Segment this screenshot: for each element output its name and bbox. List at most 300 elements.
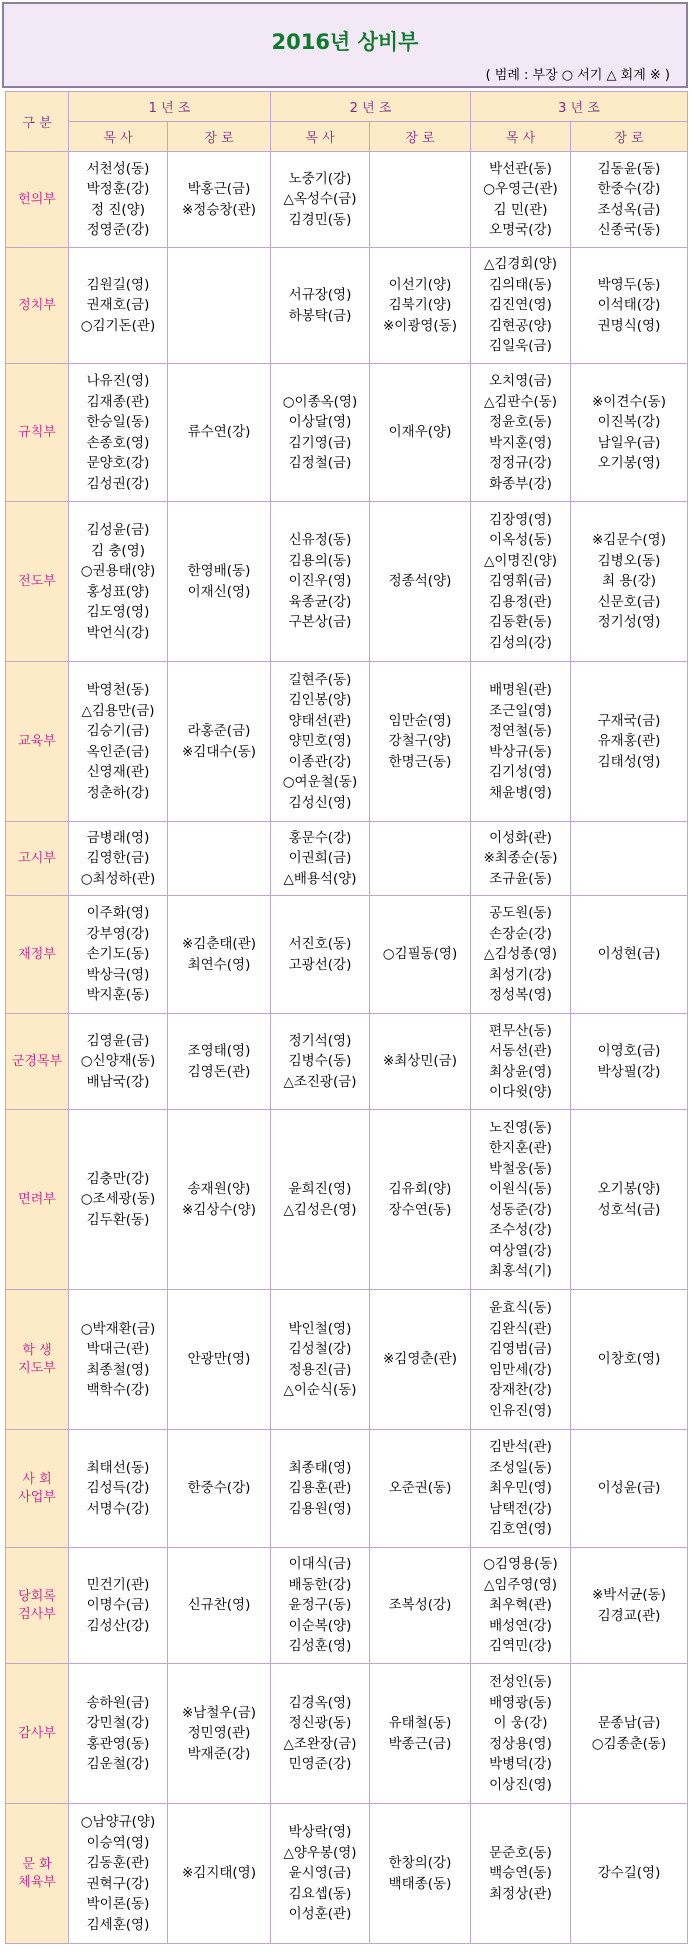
member-name: 박지훈(동) bbox=[86, 987, 150, 1004]
pastor-cell bbox=[271, 896, 370, 1014]
member-name: ※남철우(금) bbox=[181, 1704, 256, 1721]
member-name: 김의태(동) bbox=[489, 276, 552, 293]
elder-cell bbox=[370, 1014, 471, 1110]
member-name: △김성종(영) bbox=[483, 946, 558, 963]
pastor-cell bbox=[271, 822, 370, 896]
pastor-cell bbox=[69, 1290, 168, 1430]
pastor-cell bbox=[271, 502, 370, 662]
member-name: 박종근(금) bbox=[388, 1735, 452, 1752]
member-name: ※최종순(동) bbox=[483, 850, 558, 867]
member-name: 이석태(강) bbox=[597, 297, 661, 314]
pastor-cell bbox=[69, 1110, 168, 1290]
member-name: 민영준(강) bbox=[288, 1756, 352, 1772]
elder-cell bbox=[168, 152, 271, 248]
member-name: 김성윤(금) bbox=[86, 522, 150, 538]
dept-row bbox=[6, 364, 688, 502]
member-name: 강철구(양) bbox=[388, 733, 452, 750]
dept-name-line: 군경목부 bbox=[11, 1053, 63, 1069]
member-name: 최성기(강) bbox=[489, 966, 552, 983]
member-name: 이상진(영) bbox=[489, 1776, 552, 1793]
member-name: 김성철(강) bbox=[288, 1341, 352, 1357]
member-name: 김충만(강) bbox=[86, 1170, 150, 1187]
page-title: 2016년 상비부 bbox=[271, 30, 419, 54]
dept-name-line: 감사부 bbox=[18, 1725, 56, 1741]
member-name: 정정규(강) bbox=[489, 455, 552, 471]
member-name: ○김종춘(동) bbox=[591, 1735, 667, 1752]
member-name: 김 충(영) bbox=[91, 542, 145, 559]
member-name: 김영범(금) bbox=[489, 1341, 552, 1357]
member-name: 양태선(관) bbox=[288, 712, 352, 729]
member-name: 박재준(강) bbox=[187, 1745, 251, 1762]
header-row-roles bbox=[6, 122, 688, 152]
dept-name bbox=[6, 662, 69, 822]
member-name: 김용원(영) bbox=[288, 1500, 352, 1517]
member-name: 배명원(관) bbox=[489, 682, 552, 698]
member-name: 오기봉(영) bbox=[597, 455, 661, 471]
member-name: 이주화(영) bbox=[86, 905, 150, 922]
elder-cell bbox=[571, 1014, 688, 1110]
dept-name-line: 전도부 bbox=[18, 573, 56, 589]
member-name: ※이견수(동) bbox=[591, 393, 666, 410]
member-name: 정용진(금) bbox=[288, 1361, 352, 1378]
member-name: △김용만(금) bbox=[81, 702, 155, 719]
member-name: 김성의(강) bbox=[489, 634, 552, 651]
member-name: 권혁구(강) bbox=[86, 1875, 150, 1892]
member-name: 전성인(동) bbox=[489, 1674, 552, 1690]
member-name: △이순식(동) bbox=[283, 1382, 357, 1398]
member-name: 육종균(강) bbox=[288, 593, 352, 610]
member-name: 김경옥(영) bbox=[288, 1694, 352, 1711]
dept-name bbox=[6, 822, 69, 896]
member-name: ※김영춘(관) bbox=[382, 1351, 457, 1368]
pastor-cell bbox=[69, 896, 168, 1014]
member-name: 김장영(영) bbox=[489, 511, 552, 528]
member-name: 박선관(동) bbox=[489, 160, 552, 177]
member-name: 김인봉(양) bbox=[288, 692, 352, 709]
member-name: 이다윗(양) bbox=[489, 1084, 552, 1100]
member-name: 강수길(영) bbox=[597, 1865, 661, 1882]
member-name: 백태종(동) bbox=[388, 1875, 452, 1892]
member-name: 정영준(강) bbox=[86, 222, 150, 238]
header-group-1: 1 년 조 bbox=[69, 92, 271, 122]
header-division: 구 분 bbox=[6, 92, 69, 152]
member-name: 송재원(양) bbox=[187, 1181, 251, 1197]
member-name: 권재호(금) bbox=[86, 297, 150, 314]
member-name: 김유회(양) bbox=[388, 1181, 452, 1197]
member-name: △김성은(영) bbox=[283, 1201, 357, 1218]
pastor-cell bbox=[69, 822, 168, 896]
member-name: 최종태(영) bbox=[288, 1459, 352, 1476]
title-box bbox=[2, 2, 688, 88]
pastor-cell bbox=[69, 248, 168, 364]
member-name: 최우민(영) bbox=[489, 1480, 552, 1497]
member-name: 여상열(강) bbox=[489, 1242, 552, 1259]
dept-name bbox=[6, 1664, 69, 1804]
member-name: 이대식(금) bbox=[288, 1556, 352, 1573]
member-name: 박상규(동) bbox=[489, 743, 552, 760]
member-name: 정신광(동) bbox=[288, 1715, 352, 1731]
member-name: 배성연(강) bbox=[489, 1617, 552, 1634]
pastor-cell bbox=[271, 248, 370, 364]
member-name: 최 용(강) bbox=[602, 573, 656, 590]
dept-name bbox=[6, 1430, 69, 1548]
member-name: 김경민(동) bbox=[288, 211, 352, 228]
elder-cell bbox=[571, 152, 688, 248]
member-name: 한지훈(관) bbox=[489, 1140, 552, 1156]
member-name: 이성훈(관) bbox=[288, 1906, 352, 1923]
pastor-cell bbox=[471, 364, 571, 502]
member-name: 이순복(양) bbox=[288, 1617, 352, 1634]
member-name: 하봉탁(금) bbox=[288, 307, 352, 324]
member-name: 이창호(영) bbox=[597, 1351, 661, 1368]
member-name: ○남양규(양) bbox=[80, 1814, 156, 1830]
pastor-cell bbox=[69, 1548, 168, 1664]
member-name: 문종남(금) bbox=[597, 1715, 661, 1731]
pastor-cell bbox=[271, 662, 370, 822]
member-name: 김성권(강) bbox=[86, 475, 150, 492]
header-pastor-1: 목 사 bbox=[69, 122, 168, 152]
elder-cell bbox=[571, 1290, 688, 1430]
member-name: 신문호(금) bbox=[597, 593, 661, 610]
roster-table bbox=[5, 91, 688, 1944]
member-name: 김용정(관) bbox=[489, 593, 552, 610]
pastor-cell bbox=[471, 1548, 571, 1664]
member-name: 서천성(동) bbox=[86, 160, 150, 177]
member-name: 신유정(동) bbox=[288, 532, 352, 549]
member-name: 김성산(강) bbox=[86, 1617, 150, 1634]
member-name: 한명근(동) bbox=[388, 753, 452, 770]
pastor-cell bbox=[471, 152, 571, 248]
header-elder-3: 장 로 bbox=[571, 122, 688, 152]
elder-cell bbox=[168, 662, 271, 822]
member-name: 박인철(영) bbox=[288, 1320, 352, 1337]
member-name: 김병오(동) bbox=[597, 552, 661, 569]
dept-row bbox=[6, 1430, 688, 1548]
pastor-cell bbox=[271, 1110, 370, 1290]
pastor-cell bbox=[471, 1014, 571, 1110]
member-name: 김성훈(영) bbox=[288, 1638, 352, 1655]
dept-name-line: 지도부 bbox=[18, 1360, 56, 1376]
member-name: 양민호(영) bbox=[288, 733, 352, 750]
elder-cell bbox=[370, 364, 471, 502]
pastor-cell bbox=[471, 1430, 571, 1548]
member-name: 강부영(강) bbox=[86, 925, 150, 942]
member-name: 배동한(강) bbox=[288, 1576, 352, 1593]
dept-row bbox=[6, 662, 688, 822]
member-name: 정성복(영) bbox=[489, 987, 552, 1004]
member-name: 박정훈(강) bbox=[86, 181, 150, 197]
member-name: 공도원(동) bbox=[489, 905, 552, 922]
member-name: △배용석(양) bbox=[283, 870, 357, 887]
member-name: 최연수(영) bbox=[187, 956, 251, 973]
elder-cell bbox=[571, 822, 688, 896]
member-name: ○김기돈(관) bbox=[80, 317, 156, 334]
elder-cell bbox=[571, 1430, 688, 1548]
member-name: 성호석(금) bbox=[597, 1201, 661, 1218]
member-name: ○조세광(동) bbox=[80, 1191, 156, 1208]
member-name: 김성신(영) bbox=[288, 794, 352, 811]
pastor-cell bbox=[471, 822, 571, 896]
member-name: 서명수(강) bbox=[86, 1500, 150, 1517]
member-name: 신영재(관) bbox=[86, 764, 150, 780]
member-name: 강민철(강) bbox=[86, 1715, 150, 1731]
member-name: 안광만(영) bbox=[187, 1351, 251, 1368]
dept-name bbox=[6, 502, 69, 662]
member-name: 한창의(강) bbox=[388, 1855, 452, 1871]
member-name: 최홍석(기) bbox=[489, 1263, 552, 1279]
member-name: 이권희(금) bbox=[288, 850, 352, 867]
member-name: 이종관(강) bbox=[288, 753, 352, 770]
pastor-cell bbox=[471, 502, 571, 662]
elder-cell bbox=[571, 1664, 688, 1804]
member-name: 최태선(동) bbox=[86, 1459, 150, 1476]
member-name: 김요셉(동) bbox=[288, 1885, 352, 1902]
pastor-cell bbox=[69, 1804, 168, 1944]
pastor-cell bbox=[271, 1290, 370, 1430]
elder-cell bbox=[168, 1804, 271, 1944]
member-name: 서진호(동) bbox=[288, 936, 352, 952]
member-name: 정윤호(동) bbox=[489, 414, 552, 430]
member-name: ※김지태(영) bbox=[181, 1865, 256, 1882]
member-name: 박영천(동) bbox=[86, 682, 150, 698]
elder-cell bbox=[370, 502, 471, 662]
member-name: ※김대수(동) bbox=[181, 743, 256, 760]
dept-name-line: 규칙부 bbox=[18, 424, 56, 440]
elder-cell bbox=[370, 1290, 471, 1430]
member-name: 임만세(강) bbox=[489, 1361, 552, 1378]
elder-cell bbox=[168, 502, 271, 662]
member-name: 김일욱(금) bbox=[489, 338, 552, 355]
member-name: 고광선(강) bbox=[288, 956, 352, 973]
member-name: 이승역(영) bbox=[86, 1834, 150, 1851]
pastor-cell bbox=[69, 152, 168, 248]
member-name: 장수연(동) bbox=[388, 1201, 452, 1218]
member-name: 이 웅(강) bbox=[493, 1715, 548, 1731]
member-name: 채윤병(영) bbox=[489, 784, 552, 801]
member-name: 한중수(강) bbox=[597, 181, 661, 197]
member-name: 구재국(금) bbox=[597, 712, 661, 729]
member-name: 배남국(강) bbox=[86, 1073, 150, 1090]
dept-name bbox=[6, 1014, 69, 1110]
member-name: ○권용태(양) bbox=[80, 563, 156, 579]
dept-name-line: 재정부 bbox=[18, 946, 56, 962]
elder-cell bbox=[370, 822, 471, 896]
member-name: 문양호(강) bbox=[86, 455, 150, 471]
member-name: ※김상수(양) bbox=[181, 1201, 256, 1218]
pastor-cell bbox=[271, 1804, 370, 1944]
member-name: 금병래(영) bbox=[86, 829, 150, 846]
member-name: 김영한(금) bbox=[86, 850, 150, 867]
member-name: 정민영(관) bbox=[187, 1725, 251, 1742]
member-name: 김북기(양) bbox=[388, 297, 452, 314]
pastor-cell bbox=[471, 1110, 571, 1290]
member-name: 노진영(동) bbox=[489, 1119, 552, 1136]
member-name: ○우영근(관) bbox=[483, 181, 558, 197]
member-name: 라홍준(금) bbox=[187, 723, 251, 739]
member-name: 오준권(동) bbox=[388, 1480, 452, 1497]
member-name: 백승연(동) bbox=[489, 1865, 552, 1882]
member-name: 한중수(강) bbox=[187, 1480, 251, 1497]
pastor-cell bbox=[471, 1290, 571, 1430]
member-name: △조진광(금) bbox=[283, 1073, 357, 1090]
member-name: 박상락(영) bbox=[288, 1824, 352, 1841]
member-name: 김동윤(동) bbox=[597, 160, 661, 177]
pastor-cell bbox=[471, 662, 571, 822]
dept-name-line: 사업부 bbox=[18, 1489, 56, 1505]
pastor-cell bbox=[69, 1664, 168, 1804]
pastor-cell bbox=[471, 896, 571, 1014]
member-name: 오기봉(양) bbox=[597, 1181, 661, 1197]
member-name: ※정승창(관) bbox=[181, 201, 256, 218]
member-name: 김태성(영) bbox=[597, 753, 661, 770]
member-name: 송하원(금) bbox=[86, 1694, 150, 1711]
member-name: 김동훈(관) bbox=[86, 1855, 150, 1871]
member-name: 홍문수(강) bbox=[288, 829, 352, 846]
member-name: 성동준(강) bbox=[489, 1201, 552, 1218]
member-name: 김진연(영) bbox=[489, 297, 552, 314]
member-name: ※김문수(영) bbox=[591, 532, 666, 549]
member-name: 김현공(양) bbox=[489, 317, 552, 334]
dept-row bbox=[6, 1804, 688, 1944]
pastor-cell bbox=[271, 152, 370, 248]
member-name: 이성윤(금) bbox=[597, 1480, 661, 1497]
dept-row bbox=[6, 896, 688, 1014]
member-name: 유태철(동) bbox=[388, 1715, 452, 1731]
member-name: 이재신(영) bbox=[187, 583, 251, 600]
member-name: 류수연(강) bbox=[187, 424, 251, 441]
member-name: 노중기(강) bbox=[288, 170, 352, 187]
member-name: 박이론(동) bbox=[86, 1896, 150, 1912]
dept-name-line: 학 생 bbox=[22, 1342, 52, 1358]
member-name: 김영돈(관) bbox=[187, 1063, 251, 1080]
member-name: 김병수(동) bbox=[288, 1053, 352, 1070]
member-name: 김완식(관) bbox=[489, 1320, 552, 1337]
member-name: 이선기(양) bbox=[388, 276, 452, 293]
member-name: 김성득(강) bbox=[86, 1480, 150, 1497]
legend: ( 범례 : 부장 ○ 서기 △ 회계 ※ ) bbox=[485, 68, 670, 83]
member-name: ※최상민(금) bbox=[382, 1053, 457, 1070]
member-name: 옥인준(금) bbox=[86, 743, 150, 760]
member-name: ※김춘태(관) bbox=[181, 936, 256, 952]
pastor-cell bbox=[69, 662, 168, 822]
member-name: ○박재환(금) bbox=[80, 1320, 156, 1337]
dept-name bbox=[6, 1548, 69, 1664]
member-name: 박대근(관) bbox=[86, 1341, 150, 1357]
pastor-cell bbox=[271, 1430, 370, 1548]
member-name: 조성옥(금) bbox=[597, 201, 661, 218]
member-name: ○신양재(동) bbox=[80, 1053, 156, 1070]
dept-name-line: 면려부 bbox=[18, 1191, 56, 1207]
member-name: 조수성(강) bbox=[489, 1222, 552, 1238]
member-name: 손장순(강) bbox=[489, 925, 552, 942]
member-name: 서규장(영) bbox=[288, 287, 352, 303]
member-name: 홍성표(양) bbox=[86, 583, 150, 600]
dept-name bbox=[6, 1804, 69, 1944]
member-name: 장재찬(강) bbox=[489, 1382, 552, 1398]
member-name: 백학수(강) bbox=[86, 1382, 150, 1398]
member-name: △이명진(양) bbox=[483, 552, 558, 569]
elder-cell bbox=[571, 248, 688, 364]
member-name: 김재종(관) bbox=[86, 393, 150, 410]
member-name: 박상극(영) bbox=[86, 966, 150, 983]
member-name: 손종호(영) bbox=[86, 434, 150, 451]
member-name: 최상윤(영) bbox=[489, 1063, 552, 1080]
elder-cell bbox=[370, 152, 471, 248]
header-group-2: 2 년 조 bbox=[271, 92, 471, 122]
dept-row bbox=[6, 1548, 688, 1664]
member-name: 조규윤(동) bbox=[489, 870, 552, 887]
member-name: 김용의(동) bbox=[288, 552, 352, 569]
member-name: 조근일(영) bbox=[489, 702, 552, 719]
member-name: 조복성(강) bbox=[388, 1597, 452, 1614]
member-name: 유재홍(관) bbox=[597, 733, 661, 750]
member-name: 김도영(영) bbox=[86, 604, 150, 620]
dept-row bbox=[6, 1290, 688, 1430]
member-name: 나유진(영) bbox=[86, 373, 150, 389]
member-name: 김영휘(금) bbox=[489, 573, 552, 590]
member-name: ※박서균(동) bbox=[591, 1587, 666, 1603]
elder-cell bbox=[370, 1548, 471, 1664]
member-name: 오명국(강) bbox=[489, 222, 552, 238]
member-name: 편무산(동) bbox=[489, 1022, 552, 1039]
member-name: 정기성(영) bbox=[597, 614, 661, 631]
dept-name-line: 검사부 bbox=[18, 1606, 56, 1622]
dept-name bbox=[6, 248, 69, 364]
member-name: 정종석(양) bbox=[388, 573, 452, 590]
dept-name-line: 고시부 bbox=[18, 850, 56, 866]
member-name: 손기도(동) bbox=[86, 946, 150, 963]
member-name: 이명수(금) bbox=[86, 1597, 150, 1614]
member-name: △임주영(영) bbox=[483, 1576, 558, 1593]
dept-name-line: 교육부 bbox=[18, 733, 56, 749]
member-name: 조영태(영) bbox=[187, 1043, 251, 1059]
pastor-cell bbox=[271, 1014, 370, 1110]
member-name: 박영두(동) bbox=[597, 276, 661, 293]
elder-cell bbox=[370, 1664, 471, 1804]
dept-name-line: 정치부 bbox=[18, 297, 56, 313]
pastor-cell bbox=[471, 1804, 571, 1944]
member-name: ○김필동(영) bbox=[382, 946, 458, 963]
member-name: ※이광영(동) bbox=[382, 317, 457, 334]
elder-cell bbox=[571, 896, 688, 1014]
elder-cell bbox=[370, 1430, 471, 1548]
member-name: 박지훈(영) bbox=[489, 434, 552, 451]
member-name: 김용훈(관) bbox=[288, 1480, 352, 1497]
elder-cell bbox=[168, 248, 271, 364]
member-name: ○여운철(동) bbox=[282, 774, 358, 791]
dept-row bbox=[6, 502, 688, 662]
elder-cell bbox=[168, 1110, 271, 1290]
dept-row bbox=[6, 822, 688, 896]
pastor-cell bbox=[69, 364, 168, 502]
elder-cell bbox=[168, 1290, 271, 1430]
member-name: 이성화(관) bbox=[489, 829, 552, 846]
member-name: 권명식(영) bbox=[597, 317, 661, 334]
member-name: 임만순(영) bbox=[388, 712, 452, 729]
header-elder-1: 장 로 bbox=[168, 122, 271, 152]
member-name: ○이종옥(영) bbox=[282, 393, 358, 410]
member-name: 김영윤(금) bbox=[86, 1032, 150, 1049]
member-name: 박언식(강) bbox=[86, 624, 150, 641]
dept-row bbox=[6, 1110, 688, 1290]
dept-name-line: 문 화 bbox=[22, 1856, 52, 1872]
elder-cell bbox=[168, 1548, 271, 1664]
member-name: 이진우(영) bbox=[288, 573, 352, 590]
member-name: 한승일(동) bbox=[86, 414, 150, 430]
dept-name-line: 체육부 bbox=[18, 1874, 56, 1890]
member-name: △김판수(동) bbox=[483, 393, 558, 410]
dept-row bbox=[6, 1664, 688, 1804]
